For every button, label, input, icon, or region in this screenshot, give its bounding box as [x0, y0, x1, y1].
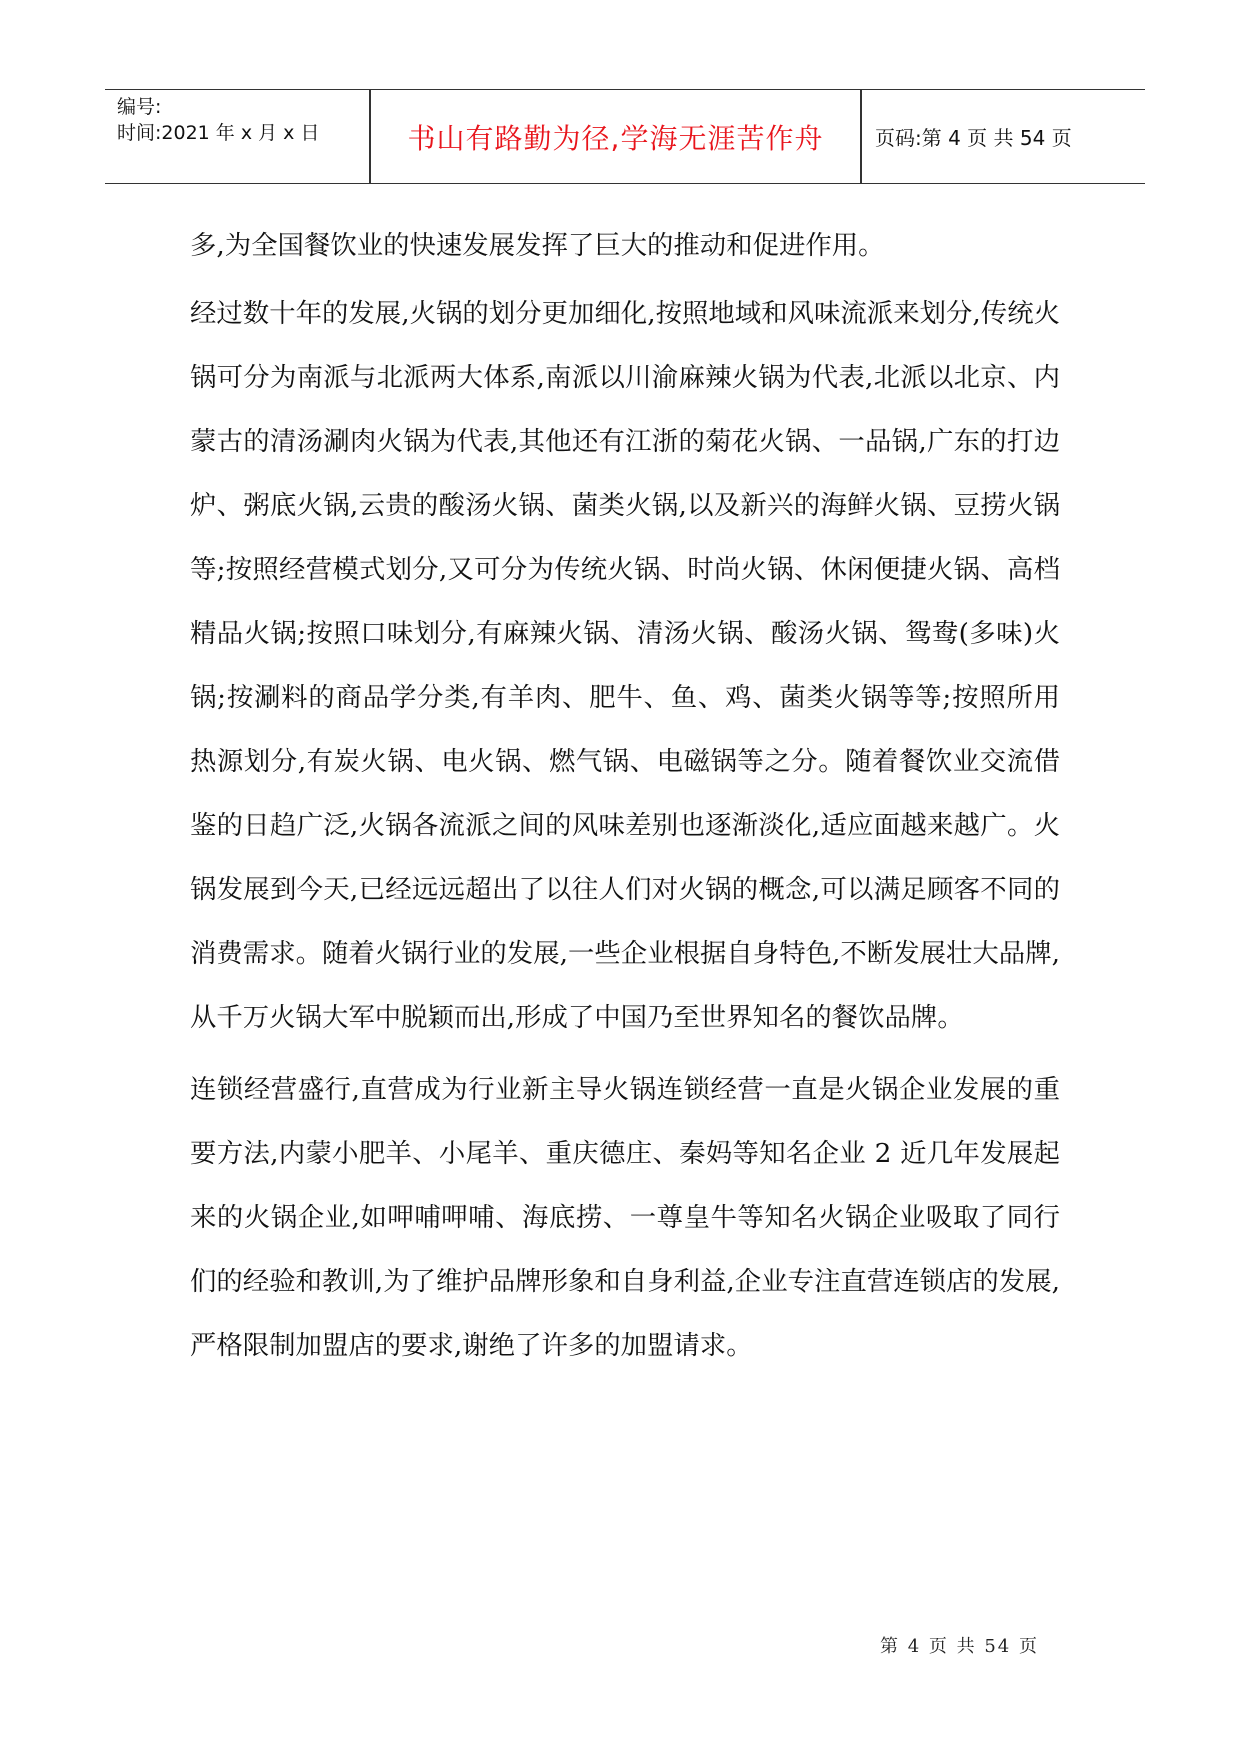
header-meta — [117, 94, 367, 146]
body-paragraph: 经过数十年的发展,火锅的划分更加细化,按照地域和风味流派来划分,传统火锅可分为南派与北派两大体系,南派以川渝麻辣火锅为代表,北派以北京、内蒙古的清汤涮肉火锅为代表,其他还有江浙的菊花火锅、一品锅,广东的打边炉、粥底火锅,云贵的酸汤火锅、菌类火锅,以及新兴的海鲜火锅、豆捞火锅等;按照经营模式划分,又可分为传统火锅、时尚火锅、休闲便捷火锅、高档精品火锅;按照口味划分,有麻辣火锅、清汤火锅、酸汤火锅、鸳鸯(多味)火锅;按涮料的商品学分类,有羊肉、肥牛、鱼、鸡、菌类火锅等等;按照所用热源划分,有炭火锅、电火锅、燃气锅、电磁锅等之分。随着餐饮业交流借鉴的日趋广泛,火锅各流派之间的风味差别也逐渐淡化,适应面越来越广。火锅发展到今天,已经远远超出了以往人们对火锅的概念,可以满足顾客不同的消费需求。随着火锅行业的发展,一些企业根据自身特色,不断发展壮大品牌,从千万火锅大军中脱颖而出,形成了中国乃至世界知名的餐饮品牌。 — [190, 298, 1060, 1033]
document-time-label: 时间:2021 年 x 月 x 日 — [117, 122, 320, 144]
document-number-label: 编号: — [117, 96, 162, 118]
body-paragraph: 多,为全国餐饮业的快速发展发挥了巨大的推动和促进作用。 — [190, 230, 885, 261]
document-body — [190, 214, 1060, 1378]
body-paragraph: 连锁经营盛行,直营成为行业新主导火锅连锁经营一直是火锅企业发展的重要方法,内蒙小肥羊、小尾羊、重庆德庄、秦妈等知名企业 2 近几年发展起来的火锅企业,如呷哺呷哺、海底捞、一尊皇牛等知名火锅企业吸取了同行们的经验和教训,为了维护品牌形象和自身利益,企业专注直营连锁店的发展,严格限制加盟店的要求,谢绝了许多的加盟请求。 — [190, 1074, 1060, 1361]
header-divider — [860, 90, 862, 183]
header-motto: 书山有路勤为径,学海无涯苦作舟 — [407, 121, 824, 155]
page-header — [105, 89, 1145, 184]
page-footer-number: 第 4 页 共 54 页 — [880, 1636, 1039, 1657]
header-page-number: 页码:第 4 页 共 54 页 — [875, 126, 1072, 150]
